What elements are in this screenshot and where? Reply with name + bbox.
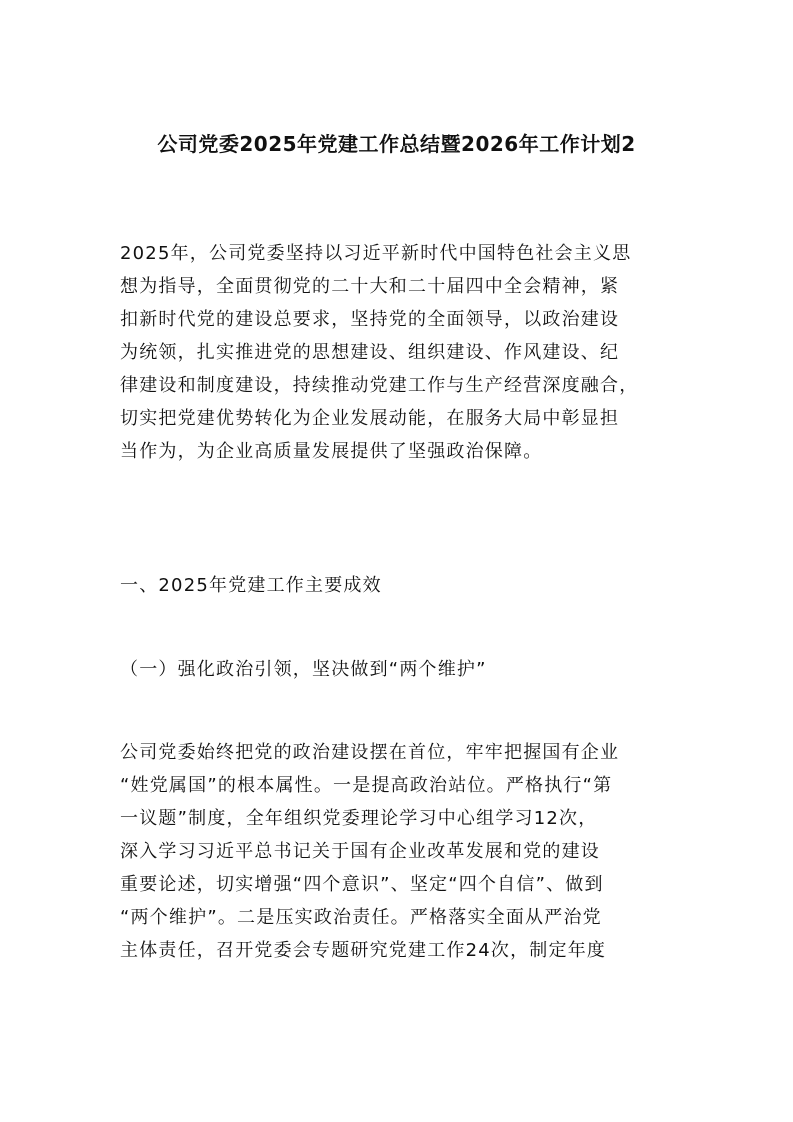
text-line: 扣新时代党的建设总要求，坚持党的全面领导，以政治建设 — [120, 309, 620, 330]
document-title: 公司党委2025年党建工作总结暨2026年工作计划2 — [157, 132, 636, 156]
subsection-heading: （一）强化政治引领，坚决做到“两个维护” — [120, 659, 487, 680]
section-heading: 一、2025年党建工作主要成效 — [120, 575, 382, 596]
text-line: 律建设和制度建设，持续推动党建工作与生产经营深度融合， — [120, 375, 639, 396]
text-line: 当作为，为企业高质量发展提供了坚强政治保障。 — [120, 441, 543, 462]
text-line: “两个维护”。二是压实政治责任。严格落实全面从严治党 — [120, 907, 602, 928]
text-line: 深入学习习近平总书记关于国有企业改革发展和党的建设 — [120, 841, 600, 862]
body-paragraph — [120, 736, 680, 967]
text-line: 想为指导，全面贯彻党的二十大和二十届四中全会精神，紧 — [120, 276, 620, 297]
text-line: 一议题”制度，全年组织党委理论学习中心组学习12次， — [120, 808, 598, 829]
text-line: “姓党属国”的根本属性。一是提高政治站位。严格执行“第 — [120, 775, 613, 796]
text-line: 公司党委始终把党的政治建设摆在首位，牢牢把握国有企业 — [120, 742, 620, 763]
text-line: 切实把党建优势转化为企业发展动能，在服务大局中彰显担 — [120, 408, 620, 429]
intro-paragraph — [120, 237, 680, 468]
text-line: 主体责任，召开党委会专题研究党建工作24次，制定年度 — [120, 940, 607, 961]
text-line: 重要论述，切实增强“四个意识”、坚定“四个自信”、做到 — [120, 874, 604, 895]
text-line: 2025年，公司党委坚持以习近平新时代中国特色社会主义思 — [120, 243, 632, 264]
text-line: 为统领，扎实推进党的思想建设、组织建设、作风建设、纪 — [120, 342, 620, 363]
